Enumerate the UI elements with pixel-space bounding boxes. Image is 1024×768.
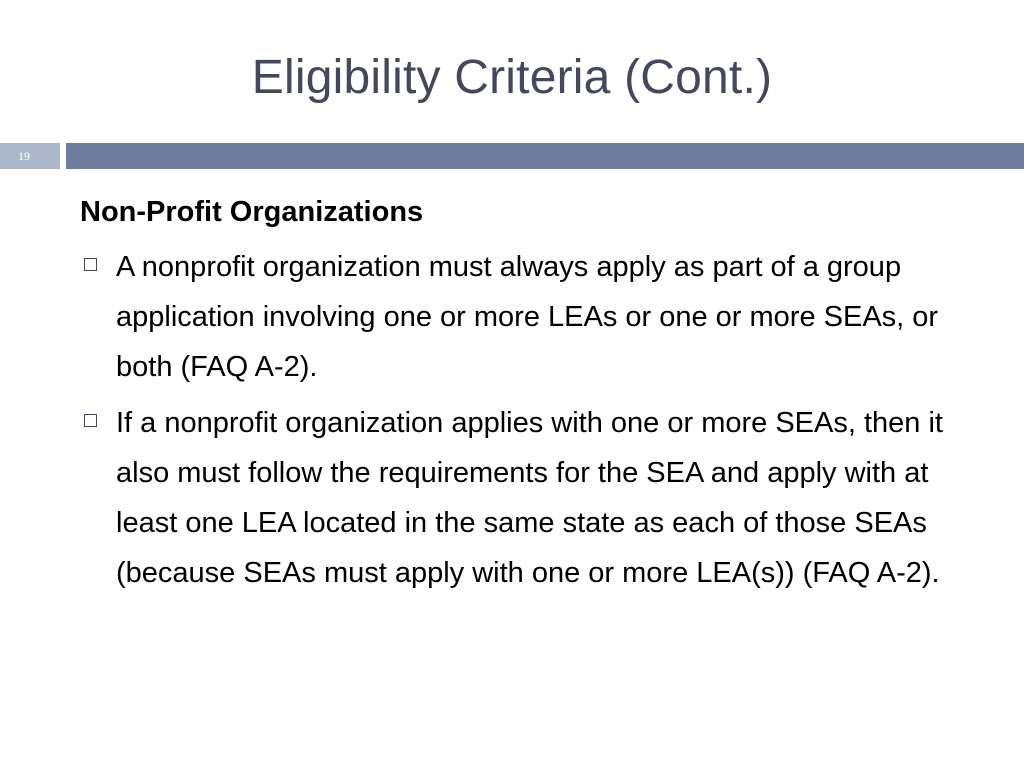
hollow-square-icon [84,414,97,427]
title-divider-bar [66,143,1024,169]
section-heading: Non-Profit Organizations [80,196,424,228]
bullet-text: If a nonprofit organization applies with one or more SEAs, then it also must follow the requirements for the SEA and apply with at least one LEA located in the same state as each of those SEAs (because SEAs must apply with one or more LEA(s)) (FAQ A-2). [116,407,943,589]
hollow-square-icon [84,258,97,271]
page-number: 19 [0,143,60,169]
bullet-item [80,398,976,598]
bullet-text: A nonprofit organization must always apply as part of a group application involving one or more LEAs or one or more SEAs, or both (FAQ A-2). [116,251,939,383]
slide-title: Eligibility Criteria (Cont.) [251,51,773,104]
slide-body [80,192,980,604]
bullet-item [80,242,976,392]
